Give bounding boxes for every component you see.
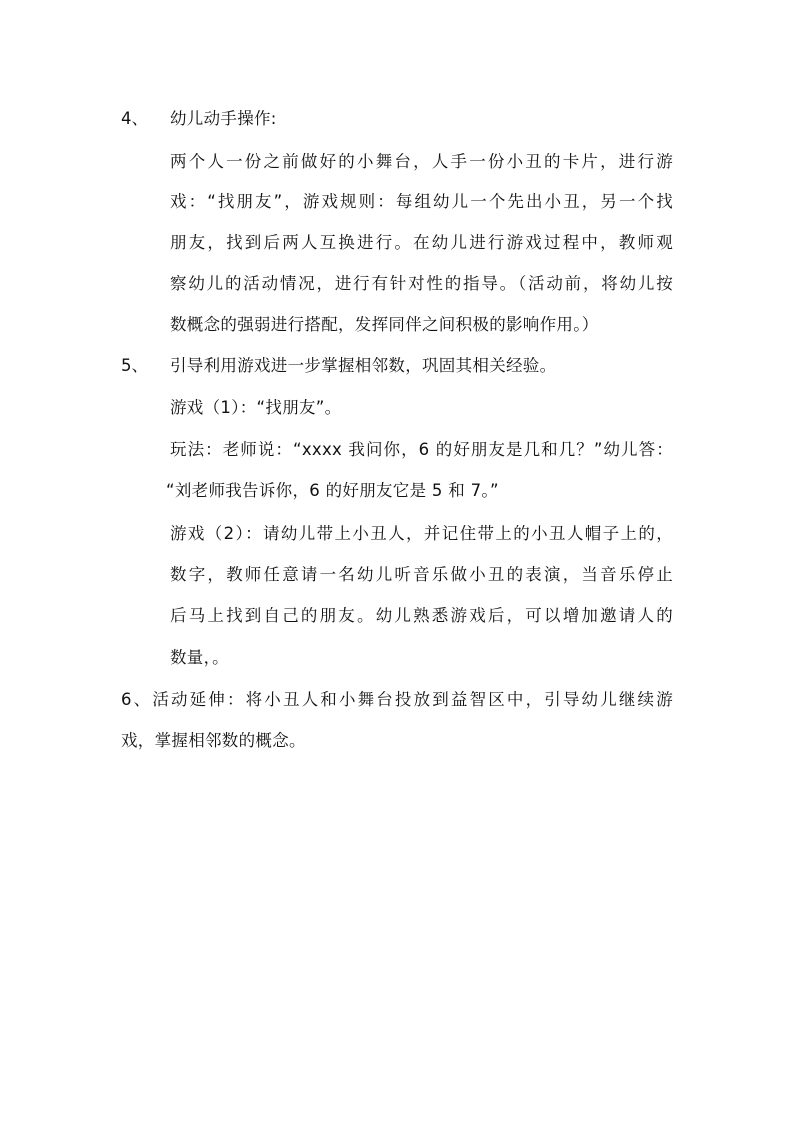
section-4-paragraph-line: 数概念的强弱进行搭配，发挥同伴之间积极的影响作用。） <box>170 315 599 334</box>
section-5-title: 引导利用游戏进一步掌握相邻数，巩固其相关经验。 <box>170 356 557 375</box>
section-4-paragraph-line: 两个人一份之前做好的小舞台，人手一份小丑的卡片，进行游 <box>170 152 673 171</box>
section-4-paragraph-line: 察幼儿的活动情况，进行有针对性的指导。（活动前，将幼儿按 <box>170 274 673 293</box>
section-4-number: 4、 <box>121 109 148 128</box>
section-4-paragraph-line: 戏：“找朋友”，游戏规则：每组幼儿一个先出小丑，另一个找 <box>170 192 673 211</box>
section-4-paragraph-line: 朋友，找到后两人互换进行。在幼儿进行游戏过程中，教师观 <box>170 233 673 252</box>
game-2-line: 数量，。 <box>170 648 229 667</box>
game-1-title: 游戏（1）：“找朋友”。 <box>170 398 342 417</box>
extension-line: 戏，掌握相邻数的概念。 <box>121 731 306 750</box>
section-5-number: 5、 <box>121 356 148 375</box>
section-4-title: 幼儿动手操作: <box>170 109 277 128</box>
game-1-rule-line: “刘老师我告诉你，6 的好朋友它是 5 和 7。” <box>166 481 499 500</box>
game-2-line: 游戏（2）：请幼儿带上小丑人，并记住带上的小丑人帽子上的， <box>170 524 673 543</box>
extension-line: 6、活动延伸：将小丑人和小舞台投放到益智区中，引导幼儿继续游 <box>121 690 673 709</box>
game-1-rule-line: 玩法：老师说：“xxxx 我问你，6 的好朋友是几和几？”幼儿答： <box>170 440 673 459</box>
game-2-line: 后马上找到自己的朋友。幼儿熟悉游戏后，可以增加邀请人的 <box>170 606 673 625</box>
game-2-line: 数字，教师任意请一名幼儿听音乐做小丑的表演，当音乐停止 <box>170 565 673 584</box>
